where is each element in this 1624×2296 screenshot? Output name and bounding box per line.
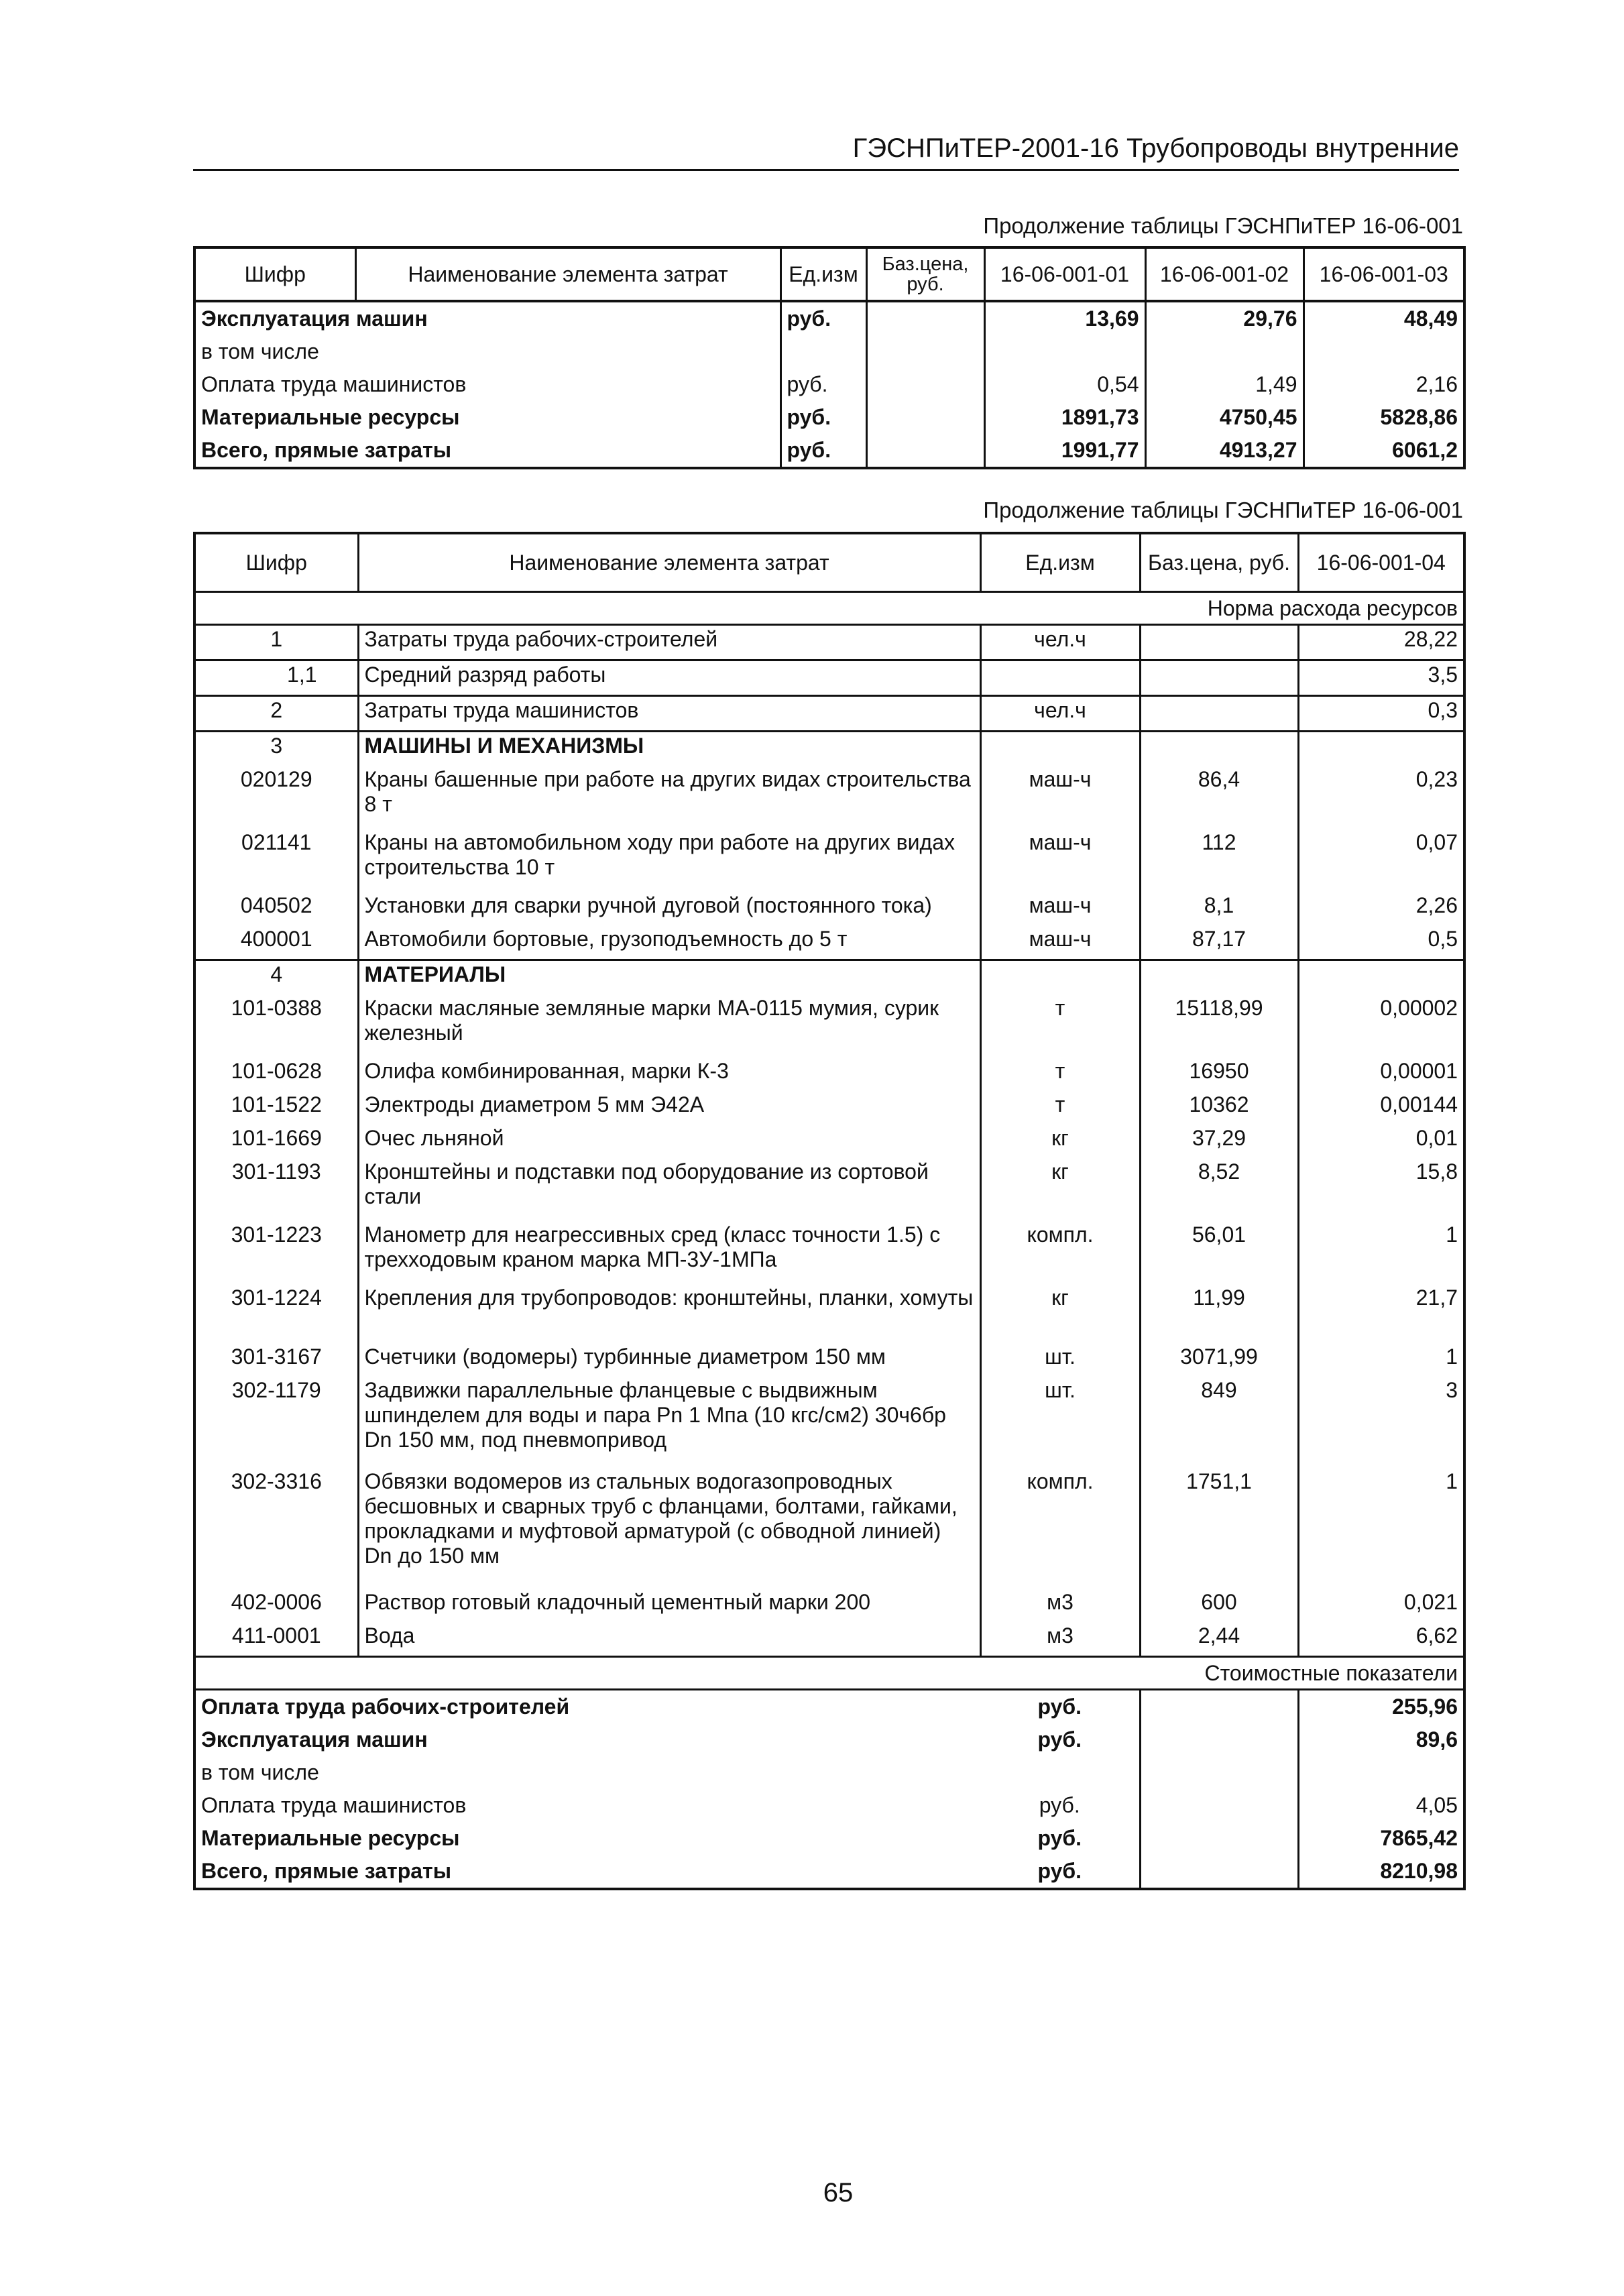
- cost-price: [1140, 1789, 1298, 1822]
- row-value: 0,00144: [1298, 1091, 1464, 1125]
- cost-row: [194, 1855, 1464, 1889]
- table2-header-row: [194, 533, 1464, 592]
- row-code: 3: [194, 732, 358, 766]
- cost-row: [194, 1756, 1464, 1789]
- cost-value: 7865,42: [1298, 1822, 1464, 1855]
- row-unit: м3: [980, 1622, 1140, 1657]
- row-price: 3071,99: [1140, 1343, 1298, 1377]
- table-row: [194, 625, 1464, 661]
- row-price: [866, 335, 984, 368]
- row-value-02: 29,76: [1145, 301, 1303, 335]
- row-value-02: [1145, 335, 1303, 368]
- row-name: Кронштейны и подставки под оборудование из сортовой стали: [358, 1158, 980, 1221]
- row-value: 0,00001: [1298, 1057, 1464, 1091]
- cost-value: 8210,98: [1298, 1855, 1464, 1889]
- row-unit: маш-ч: [980, 892, 1140, 925]
- row-value-03: 6061,2: [1303, 434, 1464, 468]
- row-unit: м3: [980, 1589, 1140, 1622]
- row-value: 0,021: [1298, 1589, 1464, 1622]
- row-value-02: 1,49: [1145, 368, 1303, 401]
- row-value: 15,8: [1298, 1158, 1464, 1221]
- row-value-01: 0,54: [984, 368, 1145, 401]
- table1: [193, 246, 1466, 469]
- table2-col-unit: Ед.изм: [980, 533, 1140, 592]
- table-row: [194, 661, 1464, 696]
- table-row: [194, 732, 1464, 766]
- row-name: МАШИНЫ И МЕХАНИЗМЫ: [358, 732, 980, 766]
- row-name: Олифа комбинированная, марки К-3: [358, 1057, 980, 1091]
- table-row: [194, 1221, 1464, 1284]
- cost-value: 4,05: [1298, 1789, 1464, 1822]
- section-cost-row: [194, 1657, 1464, 1690]
- row-price: [1140, 661, 1298, 696]
- row-code: 101-1669: [194, 1125, 358, 1158]
- row-code: 301-1223: [194, 1221, 358, 1284]
- row-value: 0,23: [1298, 766, 1464, 829]
- cost-row: [194, 1690, 1464, 1724]
- row-price: [866, 401, 984, 434]
- row-price: 1751,1: [1140, 1468, 1298, 1589]
- row-name: Средний разряд работы: [358, 661, 980, 696]
- row-value-03: 48,49: [1303, 301, 1464, 335]
- cost-name: Всего, прямые затраты: [194, 1855, 980, 1889]
- table1-col-16-06-001-02: 16-06-001-02: [1145, 247, 1303, 301]
- row-price: 8,52: [1140, 1158, 1298, 1221]
- row-code: 1,1: [194, 661, 358, 696]
- row-unit: [780, 335, 866, 368]
- row-price: [866, 301, 984, 335]
- table1-caption: Продолжение таблицы ГЭСНПиТЕР 16-06-001: [983, 213, 1463, 238]
- row-code: 301-1224: [194, 1284, 358, 1343]
- cost-name: Материальные ресурсы: [194, 1822, 980, 1855]
- row-price: 600: [1140, 1589, 1298, 1622]
- section-cost-label: Стоимостные показатели: [194, 1657, 1464, 1690]
- cost-row: [194, 1723, 1464, 1756]
- row-price: 15118,99: [1140, 994, 1298, 1057]
- row-price: 8,1: [1140, 892, 1298, 925]
- row-price: [1140, 960, 1298, 995]
- table1-col-16-06-001-01: 16-06-001-01: [984, 247, 1145, 301]
- table1-row: [194, 301, 1464, 335]
- row-name: Крепления для трубопроводов: кронштейны, планки, хомуты: [358, 1284, 980, 1343]
- row-name: Раствор готовый кладочный цементный марки 200: [358, 1589, 980, 1622]
- table1-row: [194, 368, 1464, 401]
- row-value: 0,00002: [1298, 994, 1464, 1057]
- row-price: [1140, 732, 1298, 766]
- row-price: 86,4: [1140, 766, 1298, 829]
- table-row: [194, 766, 1464, 829]
- cost-price: [1140, 1822, 1298, 1855]
- row-unit: шт.: [980, 1377, 1140, 1468]
- table1-col-16-06-001-03: 16-06-001-03: [1303, 247, 1464, 301]
- row-unit: кг: [980, 1125, 1140, 1158]
- row-unit: чел.ч: [980, 696, 1140, 732]
- cost-value: [1298, 1756, 1464, 1789]
- row-unit: [980, 661, 1140, 696]
- row-value: 2,26: [1298, 892, 1464, 925]
- cost-row: [194, 1822, 1464, 1855]
- table-row: [194, 1589, 1464, 1622]
- row-value-01: [984, 335, 1145, 368]
- cost-price: [1140, 1855, 1298, 1889]
- row-unit: руб.: [780, 401, 866, 434]
- row-name: Задвижки параллельные фланцевые с выдвижным шпинделем для воды и пара Pn 1 Мпа (10 кгс/см2) 30ч6бр Dn 150 мм, под пневмопривод: [358, 1377, 980, 1468]
- row-value: [1298, 732, 1464, 766]
- row-code: 2: [194, 696, 358, 732]
- row-price: [866, 368, 984, 401]
- row-name: Очес льняной: [358, 1125, 980, 1158]
- row-code: 301-1193: [194, 1158, 358, 1221]
- table2-caption: Продолжение таблицы ГЭСНПиТЕР 16-06-001: [983, 498, 1463, 522]
- table1-header-row: [194, 247, 1464, 301]
- row-price: 10362: [1140, 1091, 1298, 1125]
- row-code: 021141: [194, 829, 358, 892]
- header-rule: [193, 169, 1459, 171]
- table-row: [194, 1158, 1464, 1221]
- cost-name: Эксплуатация машин: [194, 1723, 980, 1756]
- row-code: 1: [194, 625, 358, 661]
- row-code: 402-0006: [194, 1589, 358, 1622]
- row-price: [1140, 696, 1298, 732]
- row-value-03: 5828,86: [1303, 401, 1464, 434]
- row-value-02: 4750,45: [1145, 401, 1303, 434]
- section-norm-row: [194, 592, 1464, 625]
- table-row: [194, 960, 1464, 995]
- row-code: 302-3316: [194, 1468, 358, 1589]
- cost-unit: руб.: [980, 1690, 1140, 1724]
- table1-col-price: Баз.цена, руб.: [866, 247, 984, 301]
- cost-name: в том числе: [194, 1756, 980, 1789]
- table2-col-price: Баз.цена, руб.: [1140, 533, 1298, 592]
- cost-row: [194, 1789, 1464, 1822]
- table-row: [194, 994, 1464, 1057]
- row-unit: компл.: [980, 1468, 1140, 1589]
- row-name: Краны башенные при работе на других видах строительства 8 т: [358, 766, 980, 829]
- row-value-01: 1991,77: [984, 434, 1145, 468]
- row-unit: т: [980, 1057, 1140, 1091]
- row-name: Эксплуатация машин: [194, 301, 780, 335]
- row-unit: шт.: [980, 1343, 1140, 1377]
- row-code: 302-1179: [194, 1377, 358, 1468]
- table1-col-unit: Ед.изм: [780, 247, 866, 301]
- row-unit: маш-ч: [980, 766, 1140, 829]
- cost-unit: [980, 1756, 1140, 1789]
- row-value: 21,7: [1298, 1284, 1464, 1343]
- section-norm-label: Норма расхода ресурсов: [194, 592, 1464, 625]
- row-value: [1298, 960, 1464, 995]
- cost-price: [1140, 1690, 1298, 1724]
- row-code: 301-3167: [194, 1343, 358, 1377]
- row-value: 1: [1298, 1221, 1464, 1284]
- row-name: Материальные ресурсы: [194, 401, 780, 434]
- table-row: [194, 1284, 1464, 1343]
- row-value-01: 13,69: [984, 301, 1145, 335]
- table2-col-name: Наименование элемента затрат: [358, 533, 980, 592]
- row-code: 101-0388: [194, 994, 358, 1057]
- running-title: ГЭСНПиТЕР-2001-16 Трубопроводы внутренние: [852, 133, 1459, 163]
- row-price: 11,99: [1140, 1284, 1298, 1343]
- row-price: 849: [1140, 1377, 1298, 1468]
- table-row: [194, 1343, 1464, 1377]
- table-row: [194, 829, 1464, 892]
- row-name: Краны на автомобильном ходу при работе на других видах строительства 10 т: [358, 829, 980, 892]
- row-price: 37,29: [1140, 1125, 1298, 1158]
- row-price: 112: [1140, 829, 1298, 892]
- row-value: 0,3: [1298, 696, 1464, 732]
- table-row: [194, 1125, 1464, 1158]
- table2-col-16-06-001-04: 16-06-001-04: [1298, 533, 1464, 592]
- row-name: Затраты труда рабочих-строителей: [358, 625, 980, 661]
- row-unit: кг: [980, 1284, 1140, 1343]
- cost-unit: руб.: [980, 1855, 1140, 1889]
- table-row: [194, 1468, 1464, 1589]
- row-unit: т: [980, 994, 1140, 1057]
- row-code: 020129: [194, 766, 358, 829]
- row-code: 040502: [194, 892, 358, 925]
- row-value: 6,62: [1298, 1622, 1464, 1657]
- row-price: 2,44: [1140, 1622, 1298, 1657]
- row-name: Краски масляные земляные марки МА-0115 мумия, сурик железный: [358, 994, 980, 1057]
- row-price: 87,17: [1140, 925, 1298, 960]
- row-name: Электроды диаметром 5 мм Э42А: [358, 1091, 980, 1125]
- row-unit: чел.ч: [980, 625, 1140, 661]
- table2: [193, 532, 1466, 1890]
- row-unit: маш-ч: [980, 925, 1140, 960]
- cost-price: [1140, 1756, 1298, 1789]
- table1-row: [194, 335, 1464, 368]
- table-row: [194, 1377, 1464, 1468]
- table-row: [194, 1057, 1464, 1091]
- cost-name: Оплата труда рабочих-строителей: [194, 1690, 980, 1724]
- row-name: Оплата труда машинистов: [194, 368, 780, 401]
- row-code: 101-0628: [194, 1057, 358, 1091]
- row-unit: руб.: [780, 368, 866, 401]
- row-name: МАТЕРИАЛЫ: [358, 960, 980, 995]
- cost-value: 89,6: [1298, 1723, 1464, 1756]
- table-row: [194, 892, 1464, 925]
- cost-value: 255,96: [1298, 1690, 1464, 1724]
- row-price: 16950: [1140, 1057, 1298, 1091]
- page-number: 65: [823, 2178, 854, 2207]
- table1-col-code: Шифр: [194, 247, 355, 301]
- table-row: [194, 1091, 1464, 1125]
- cost-unit: руб.: [980, 1723, 1140, 1756]
- row-name: Вода: [358, 1622, 980, 1657]
- row-value: 0,07: [1298, 829, 1464, 892]
- row-value-03: [1303, 335, 1464, 368]
- row-name: в том числе: [194, 335, 780, 368]
- row-value: 3,5: [1298, 661, 1464, 696]
- row-value-03: 2,16: [1303, 368, 1464, 401]
- row-unit: кг: [980, 1158, 1140, 1221]
- row-value-02: 4913,27: [1145, 434, 1303, 468]
- table2-col-code: Шифр: [194, 533, 358, 592]
- cost-name: Оплата труда машинистов: [194, 1789, 980, 1822]
- table1-row: [194, 401, 1464, 434]
- row-value-01: 1891,73: [984, 401, 1145, 434]
- row-code: 400001: [194, 925, 358, 960]
- cost-unit: руб.: [980, 1822, 1140, 1855]
- row-price: [1140, 625, 1298, 661]
- row-code: 411-0001: [194, 1622, 358, 1657]
- row-price: [866, 434, 984, 468]
- table1-row: [194, 434, 1464, 468]
- row-name: Автомобили бортовые, грузоподъемность до 5 т: [358, 925, 980, 960]
- row-value: 28,22: [1298, 625, 1464, 661]
- row-unit: руб.: [780, 301, 866, 335]
- row-name: Затраты труда машинистов: [358, 696, 980, 732]
- row-value: 0,5: [1298, 925, 1464, 960]
- row-unit: компл.: [980, 1221, 1140, 1284]
- row-unit: руб.: [780, 434, 866, 468]
- row-value: 1: [1298, 1343, 1464, 1377]
- row-value: 0,01: [1298, 1125, 1464, 1158]
- table-row: [194, 925, 1464, 960]
- row-unit: т: [980, 1091, 1140, 1125]
- row-unit: [980, 960, 1140, 995]
- row-name: Установки для сварки ручной дуговой (постоянного тока): [358, 892, 980, 925]
- row-value: 1: [1298, 1468, 1464, 1589]
- table1-col-name: Наименование элемента затрат: [355, 247, 780, 301]
- row-price: 56,01: [1140, 1221, 1298, 1284]
- row-name: Обвязки водомеров из стальных водогазопроводных бесшовных и сварных труб с фланцами, болтами, гайками, прокладками и муфтовой арматурой (с обводной линией) Dn до 150 мм: [358, 1468, 980, 1589]
- row-name: Всего, прямые затраты: [194, 434, 780, 468]
- row-unit: [980, 732, 1140, 766]
- cost-price: [1140, 1723, 1298, 1756]
- table-row: [194, 696, 1464, 732]
- row-value: 3: [1298, 1377, 1464, 1468]
- table-row: [194, 1622, 1464, 1657]
- row-name: Счетчики (водомеры) турбинные диаметром 150 мм: [358, 1343, 980, 1377]
- row-unit: маш-ч: [980, 829, 1140, 892]
- cost-unit: руб.: [980, 1789, 1140, 1822]
- row-code: 101-1522: [194, 1091, 358, 1125]
- row-code: 4: [194, 960, 358, 995]
- row-name: Манометр для неагрессивных сред (класс точности 1.5) с трехходовым краном марка МП-3У-1МПа: [358, 1221, 980, 1284]
